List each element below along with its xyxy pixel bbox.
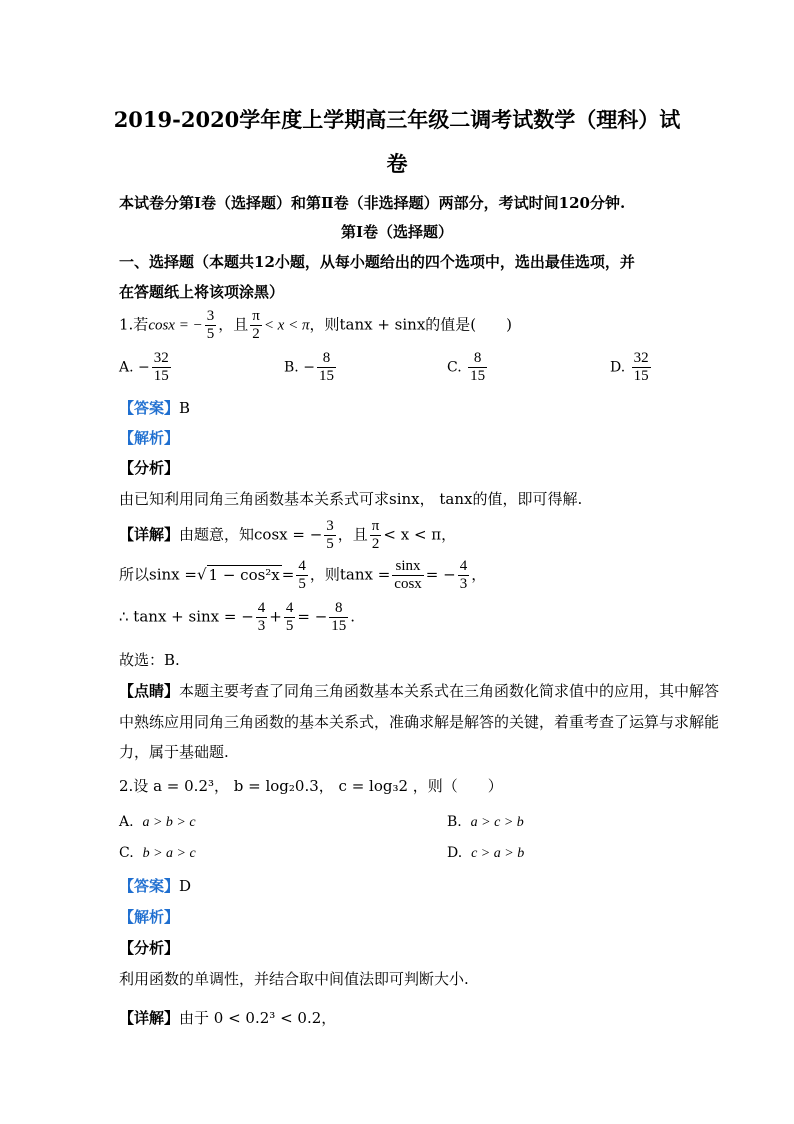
q2-option-c: C. b > a > c xyxy=(119,845,196,861)
question-2-stem: 2.设 a = 0.2³， b = log₂0.3， c = log₃2 ，则（ ） xyxy=(119,777,503,795)
q2-detail: 【详解】由于 0 < 0.2³ < 0.2， xyxy=(119,1009,337,1027)
q1-analysis-tag: 【解析】 xyxy=(119,429,180,447)
part-heading: 第Ⅰ卷（选择题） xyxy=(340,223,454,241)
q1-detail-2: 所以sinx =√ 1 − cos²x = $\frac{4}{5}$ ，则tanx = $\frac{\sin x}{\cos x}$ = − $\frac{4}{3}$ ， xyxy=(119,558,487,592)
q2-fenxi-tag: 【分析】 xyxy=(119,939,180,957)
q2-answer: 【答案】D xyxy=(119,877,192,895)
q1-detail-1: 【详解】由题意，知cosx = − $\frac{3}{5}$ ，且 $\frac{\pi}{2}$ < x < π， xyxy=(119,518,457,552)
q1-option-b: B. − $\frac{8}{15}$ xyxy=(284,350,334,384)
section-heading-line-2: 在答题纸上将该项涂黑） xyxy=(119,283,285,301)
exam-title xyxy=(100,98,694,186)
fraction: $\frac{\pi}{2}$ xyxy=(252,308,260,342)
q2-option-a: A. a > b > c xyxy=(119,814,196,830)
exam-intro: 本试卷分第Ⅰ卷（选择题）和第Ⅱ卷（非选择题）两部分，考试时间120分钟. xyxy=(119,194,626,212)
q1-detail-3: ∴ tanx + sinx = − $\frac{4}{3}$ + $\frac{4}{5}$ = − $\frac{8}{15}$ . xyxy=(119,600,356,634)
q2-option-b: B. a > c > b xyxy=(447,814,524,830)
title-line-2: 卷 xyxy=(386,151,408,176)
q2-option-d: D. c > a > b xyxy=(447,845,525,861)
q1-option-a: A. − $\frac{32}{15}$ xyxy=(119,350,169,384)
q1-comment-1: 【点睛】本题主要考查了同角三角函数基本关系式在三角函数化简求值中的应用，其中解答 xyxy=(119,682,720,700)
q1-answer: 【答案】B xyxy=(119,399,191,417)
q1-option-d: D. $\frac{32}{15}$ xyxy=(610,350,649,384)
q1-conclusion: 故选：B. xyxy=(119,651,180,669)
q2-fenxi: 利用函数的单调性，并结合取中间值法即可判断大小. xyxy=(119,970,469,988)
q2-analysis-tag: 【解析】 xyxy=(119,908,180,926)
fraction: $\frac{3}{5}$ xyxy=(206,308,215,342)
question-1-stem: 1.若cosx = − $\frac{3}{5}$ ，且 $\frac{\pi}{2}$ < x < π，则tanx + sinx的值是( ) xyxy=(119,308,512,342)
q1-fenxi: 由已知利用同角三角函数基本关系式可求sinx， tanx的值，即可得解. xyxy=(119,490,583,508)
title-line-1: 2019-2020学年度上学期高三年级二调考试数学（理科）试 xyxy=(113,107,681,132)
q1-fenxi-tag: 【分析】 xyxy=(119,459,180,477)
section-heading-line-1: 一、选择题（本题共12小题，从每小题给出的四个选项中，选出最佳选项，并 xyxy=(119,253,635,271)
q1-comment-2: 中熟练应用同角三角函数的基本关系式，准确求解是解答的关键，着重考查了运算与求解能 xyxy=(119,713,720,731)
q1-comment-3: 力，属于基础题. xyxy=(119,743,229,761)
q1-option-c: C. $\frac{8}{15}$ xyxy=(447,350,486,384)
